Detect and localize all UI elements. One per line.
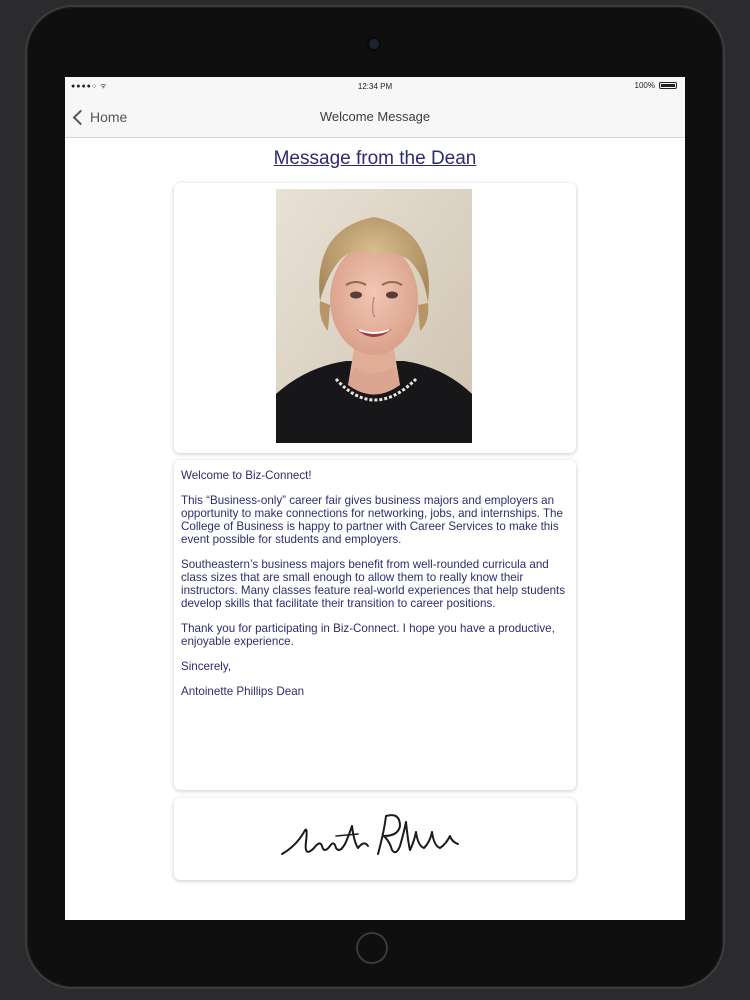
app-screen <box>65 77 685 920</box>
tablet-device <box>27 7 723 987</box>
message-body <box>181 469 569 710</box>
message-card <box>174 460 576 790</box>
status-bar <box>65 77 685 95</box>
camera-icon <box>369 39 379 49</box>
photo-card <box>174 183 576 453</box>
navigation-bar <box>65 95 685 138</box>
back-label: Home <box>90 109 128 125</box>
message-paragraph: Southeastern’s business majors benefit from well-rounded curricula and class sizes that are small enough to allow them to really know their instructors. Many classes feature real-world experiences that help students develop skills that facilitate their transition to career positions. <box>181 558 566 610</box>
battery-percent: 100% <box>634 81 655 90</box>
message-greeting: Welcome to Biz-Connect! <box>181 469 312 482</box>
message-paragraph: Thank you for participating in Biz-Connect. I hope you have a productive, enjoyable experience. <box>181 622 555 648</box>
message-paragraph: This “Business-only” career fair gives business majors and employers an opportunity to make connections for networking, jobs, and internships. The College of Business is happy to partner with Career Services to make this event possible for students and employers. <box>181 494 563 546</box>
message-closing: Sincerely, <box>181 660 232 673</box>
battery-icon <box>659 82 677 89</box>
message-signer: Antoinette Phillips Dean <box>181 685 305 698</box>
signal-indicator: ●●●●○ ᯤ <box>71 83 108 90</box>
battery-status <box>635 81 677 90</box>
dean-portrait <box>276 189 472 443</box>
nav-title: Welcome Message <box>319 109 431 124</box>
signature-image <box>274 802 474 874</box>
home-hardware-button[interactable] <box>356 932 388 964</box>
content-area[interactable] <box>65 138 685 920</box>
portrait-illustration <box>276 189 472 443</box>
signature-card <box>174 798 576 880</box>
status-time: 12:34 PM <box>357 82 393 91</box>
page-title: Message from the Dean <box>273 148 477 169</box>
